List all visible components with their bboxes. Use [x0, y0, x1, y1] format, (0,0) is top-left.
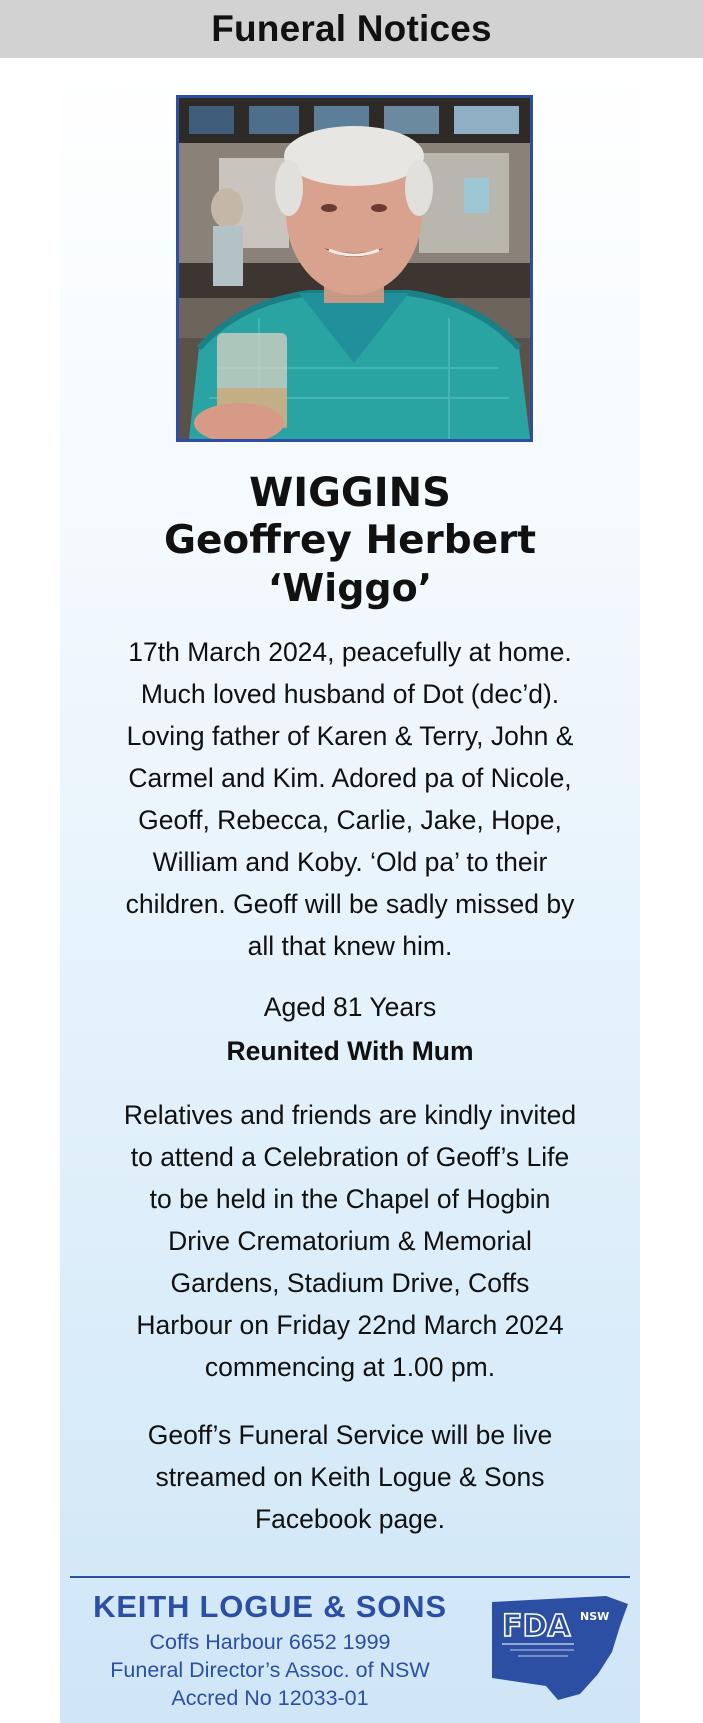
footer-divider [70, 1576, 630, 1578]
notice-body-line: Geoff, Rebecca, Carlie, Jake, Hope, [138, 805, 562, 835]
fda-nsw-logo [488, 1590, 632, 1706]
notice-body [70, 631, 630, 967]
funeral-director-name: KEITH LOGUE & SONS [93, 1589, 447, 1624]
service-line: to attend a Celebration of Geoff’s Life [130, 1142, 570, 1172]
portrait-illustration [179, 98, 530, 439]
livestream-line: Facebook page. [254, 1504, 446, 1534]
notice-body-line: Much loved husband of Dot (dec’d). [140, 679, 560, 709]
service-line: to be held in the Chapel of Hogbin [149, 1184, 551, 1214]
notice-body-line: William and Koby. ‘Old pa’ to their [152, 847, 548, 877]
fda-badge-text: FDA [502, 1609, 571, 1644]
service-line: commencing at 1.00 pm. [204, 1352, 496, 1382]
livestream-line: streamed on Keith Logue & Sons [155, 1462, 545, 1492]
portrait-photo [176, 95, 533, 442]
notice-body-line: all that knew him. [247, 931, 453, 961]
notice-body-line: Carmel and Kim. Adored pa of Nicole, [128, 763, 572, 793]
service-details [70, 1094, 630, 1388]
page-title: Funeral Notices [211, 8, 492, 49]
accreditation-line: Accred No 12033-01 [171, 1686, 369, 1710]
association-line: Funeral Director’s Assoc. of NSW [110, 1658, 430, 1682]
notice-body-line: Loving father of Karen & Terry, John & [126, 721, 574, 751]
notice-body-line: 17th March 2024, peacefully at home. [128, 637, 572, 667]
page-header [0, 0, 703, 58]
epitaph-line: Reunited With Mum [226, 1036, 474, 1066]
fda-badge-state: NSW [580, 1610, 610, 1623]
age-line: Aged 81 Years [263, 992, 437, 1022]
livestream-details [70, 1414, 630, 1540]
service-line: Gardens, Stadium Drive, Coffs [170, 1268, 530, 1298]
funeral-director-phone: Coffs Harbour 6652 1999 [149, 1630, 391, 1654]
service-line: Harbour on Friday 22nd March 2024 [136, 1310, 564, 1340]
deceased-surname: WIGGINS [249, 470, 451, 516]
deceased-given-names: Geoffrey Herbert [163, 518, 537, 563]
livestream-line: Geoff’s Funeral Service will be live [147, 1420, 553, 1450]
deceased-nickname: ‘Wiggo’ [267, 566, 433, 610]
service-line: Drive Crematorium & Memorial [168, 1226, 532, 1256]
service-line: Relatives and friends are kindly invited [123, 1100, 577, 1130]
notice-body-line: children. Geoff will be sadly missed by [125, 889, 575, 919]
